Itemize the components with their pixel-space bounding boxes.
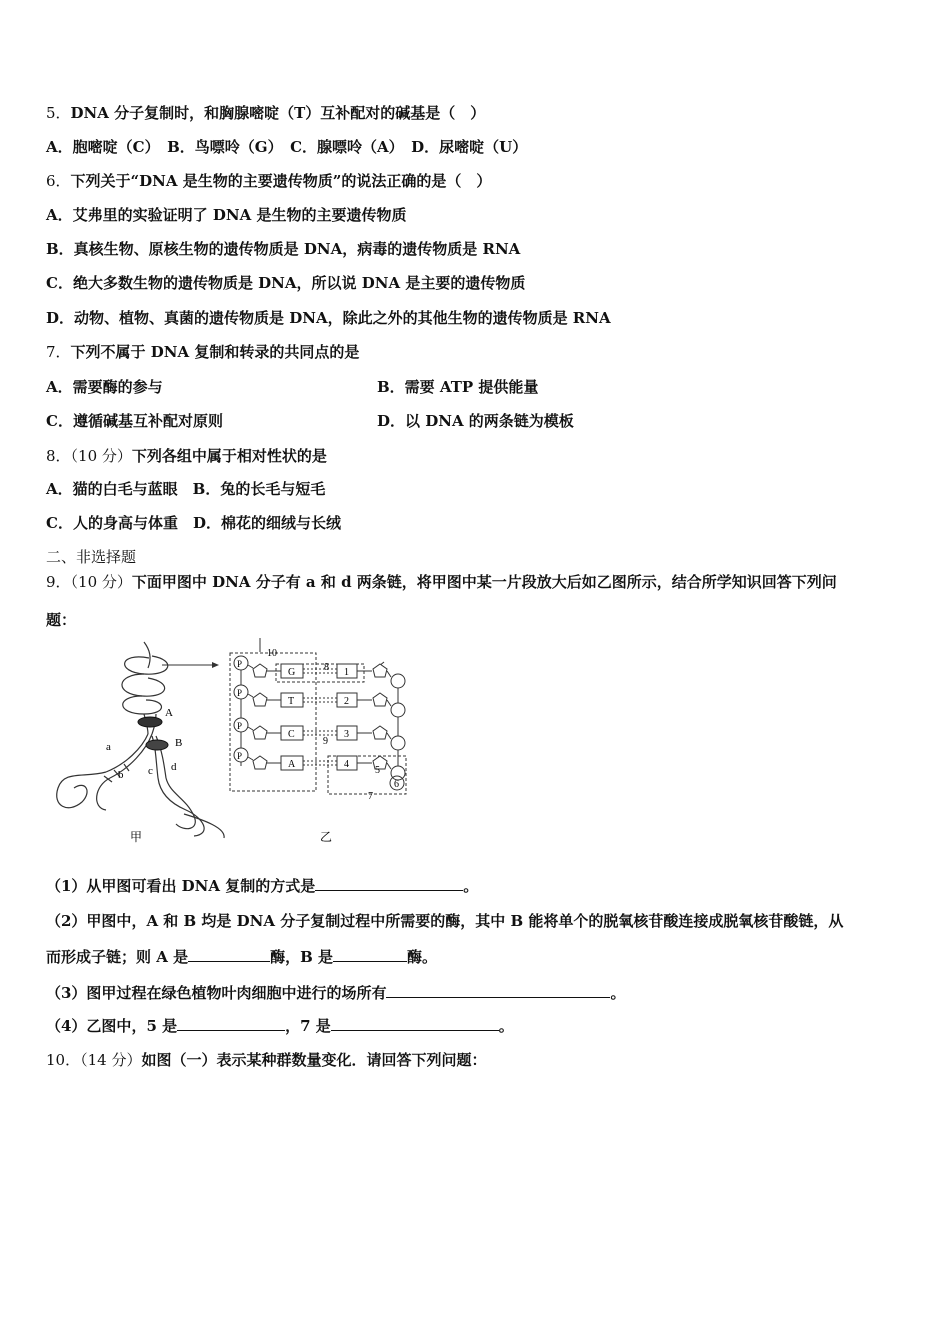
phosphate-circle-right	[391, 766, 405, 780]
q6-option-a: A．艾弗里的实验证明了 DNA 是生物的主要遗传物质	[46, 206, 407, 224]
phosphate-circle-right	[391, 703, 405, 717]
label-8: 8	[324, 662, 329, 673]
q9-stem: 9．（10 分）下面甲图中 DNA 分子有 a 和 d 两条链，将甲图中某一片段放大后如乙图所示，结合所学知识回答下列问	[46, 573, 837, 591]
label-strand-c: c	[148, 765, 153, 777]
label-jia: 甲	[130, 830, 143, 844]
right-daughter-strands	[152, 736, 224, 838]
sugar-pentagon	[253, 756, 267, 769]
q7-stem: 7．下列不属于 DNA 复制和转录的共同点的是	[46, 343, 360, 361]
nucleotide-rows	[234, 656, 405, 780]
label-yi: 乙	[320, 830, 333, 844]
sugar-pentagon	[373, 693, 387, 706]
q7-option-b: B．需要 ATP 提供能量	[377, 378, 539, 396]
section-heading: 二、非选择题	[46, 548, 137, 566]
bond-line	[248, 727, 253, 730]
label-strand-b: b	[118, 769, 124, 781]
enzyme-b-ellipse	[146, 740, 168, 750]
sugar-pentagon	[253, 726, 267, 739]
question-10: 10．（14 分）如图（一）表示某种群数量变化．请回答下列问题：	[46, 1051, 487, 1069]
bond-line	[248, 665, 253, 668]
base-label-left: T	[288, 696, 295, 707]
label-enzyme-b: B	[175, 737, 183, 749]
phosphate-label: P	[237, 721, 243, 731]
base-label-right: 4	[344, 759, 349, 770]
q6-option-b: B．真核生物、原核生物的遗传物质是 DNA，病毒的遗传物质是 RNA	[46, 240, 521, 258]
q9-part2-line1: （2）甲图中，A 和 B 均是 DNA 分子复制过程中所需要的酶，其中 B 能将单个的脱氧核苷酸连接成脱氧核苷酸链，从	[46, 912, 844, 930]
sugar-pentagon	[373, 664, 387, 677]
enzyme-a-ellipse	[138, 717, 162, 727]
label-5: 5	[375, 765, 380, 776]
q9-stem-continued: 题：	[46, 611, 77, 629]
q6-option-d: D．动物、植物、真菌的遗传物质是 DNA，除此之外的其他生物的遗传物质是 RNA	[46, 309, 611, 327]
bond-line	[387, 671, 391, 677]
q8-stem: 8．（10 分）下列各组中属于相对性状的是	[46, 447, 327, 465]
q5-stem: 5．DNA 分子复制时，和胸腺嘧啶（T）互补配对的碱基是（ ）	[46, 104, 486, 122]
label-enzyme-a: A	[165, 707, 173, 719]
bond-line	[248, 757, 253, 760]
bond-line	[248, 694, 253, 697]
q9-part4: （4）乙图中，5 是 ，7 是 。	[46, 1017, 514, 1035]
label-10: 10	[267, 648, 277, 659]
q8-options-row1: A．猫的白毛与蓝眼 B．兔的长毛与短毛	[46, 480, 326, 498]
bond-line	[387, 733, 391, 739]
answer-blank[interactable]	[177, 1016, 285, 1031]
q8-options-row2: C．人的身高与体重 D．棉花的细绒与长绒	[46, 514, 341, 532]
q9-part1: （1）从甲图可看出 DNA 复制的方式是 。	[46, 877, 479, 895]
q7-option-d: D．以 DNA 的两条链为模板	[377, 412, 574, 430]
magnify-arrow	[162, 662, 219, 668]
q9-part3: （3）图甲过程在绿色植物叶肉细胞中进行的场所有 。	[46, 984, 626, 1002]
base-label-left: C	[288, 729, 295, 740]
q6-option-c: C．绝大多数生物的遗传物质是 DNA，所以说 DNA 是主要的遗传物质	[46, 274, 526, 292]
answer-blank[interactable]	[386, 983, 610, 998]
bond-line	[387, 700, 391, 706]
label-6: 6	[394, 779, 399, 790]
sugar-pentagon	[373, 726, 387, 739]
base-label-right: 2	[344, 696, 349, 707]
answer-blank[interactable]	[333, 947, 407, 962]
sugar-pentagon	[253, 664, 267, 677]
sugar-pentagon	[253, 693, 267, 706]
base-label-right: 1	[344, 667, 349, 678]
answer-blank[interactable]	[188, 947, 270, 962]
base-label-right: 3	[344, 729, 349, 740]
label-strand-d: d	[171, 761, 177, 773]
bond-line	[387, 763, 391, 769]
q7-option-c: C．遵循碱基互补配对原则	[46, 412, 223, 430]
q6-stem: 6．下列关于“DNA 是生物的主要遗传物质”的说法正确的是（ ）	[46, 172, 492, 190]
phosphate-circle-right	[391, 674, 405, 688]
dna-replication-figure	[44, 638, 424, 848]
label-9: 9	[323, 736, 328, 747]
q7-option-a: A．需要酶的参与	[46, 378, 163, 396]
phosphate-circle-right	[391, 736, 405, 750]
phosphate-label: P	[237, 751, 243, 761]
base-label-left: G	[288, 667, 296, 678]
answer-blank[interactable]	[315, 876, 463, 891]
q9-part2-line2: 而形成子链；则 A 是 酶，B 是 酶。	[46, 948, 438, 966]
left-daughter-strands	[57, 734, 152, 810]
q5-options: A．胞嘧啶（C） B．鸟嘌呤（G） C．腺嘌呤（A） D．尿嘧啶（U）	[46, 138, 528, 156]
base-label-left: A	[288, 759, 296, 770]
label-strand-a: a	[106, 741, 111, 753]
label-7: 7	[368, 791, 373, 802]
phosphate-label: P	[237, 659, 243, 669]
phosphate-label: P	[237, 688, 243, 698]
answer-blank[interactable]	[331, 1016, 499, 1031]
